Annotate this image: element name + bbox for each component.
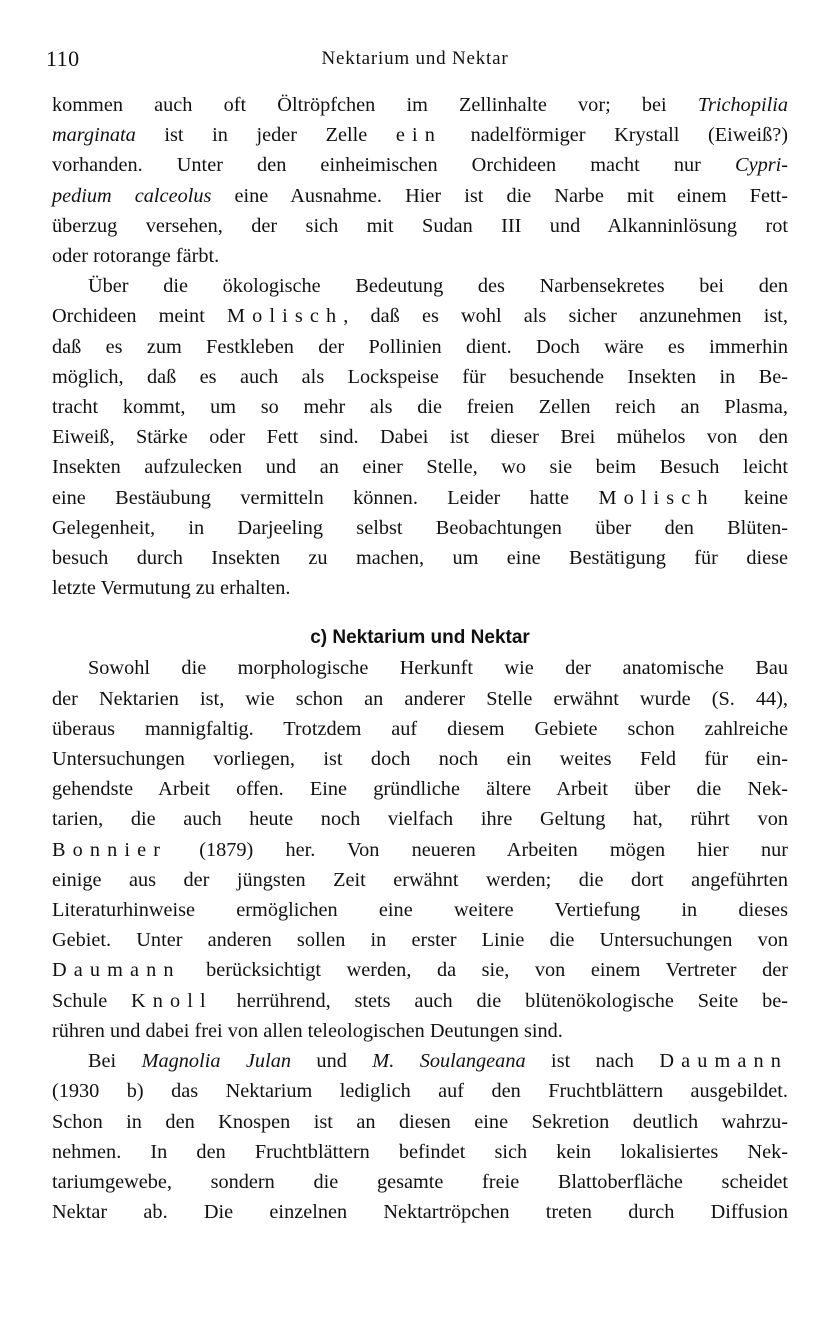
author-name: Bonnier	[52, 838, 168, 861]
text-line: Schon in den Knospen ist an diesen eine Sekretion deutlich wahrzu-	[52, 1110, 788, 1133]
text-line: (1930 b) das Nektarium lediglich auf den Fruchtblättern ausgebildet.	[52, 1080, 788, 1103]
text-line: Gelegenheit, in Darjeeling selbst Beobachtungen über den Blüten-	[52, 516, 788, 539]
text-line: marginata ist in jeder Zelle ein nadelförmiger Krystall (Eiweiß?)	[52, 124, 788, 147]
text-line: Untersuchungen vorliegen, ist doch noch ein weites Feld für ein-	[52, 748, 788, 771]
text-line: einige aus der jüngsten Zeit erwähnt werden; die dort angeführten	[52, 868, 788, 891]
text-line: nehmen. In den Fruchtblättern befindet sich kein lokalisiertes Nek-	[52, 1140, 788, 1163]
text-line: daß es zum Festkleben der Pollinien dient. Doch wäre es immerhin	[52, 335, 788, 358]
text-line: kommen auch oft Öltröpfchen im Zellinhalte vor; bei Trichopilia	[52, 94, 788, 116]
running-title: Nektarium und Nektar	[321, 48, 509, 69]
text-line: Sowohl die morphologische Herkunft wie der anatomische Bau	[88, 657, 788, 680]
text-line: Eiweiß, Stärke oder Fett sind. Dabei ist dieser Brei mühelos von den	[52, 426, 788, 449]
text-line: Schule Knoll herrührend, stets auch die blütenökologische Seite be-	[52, 989, 788, 1012]
paragraph-nektarien-intro	[52, 653, 788, 1046]
text-line: oder rotorange färbt.	[52, 245, 220, 268]
text-line: tracht kommt, um so mehr als die freien Zellen reich an Plasma,	[52, 396, 788, 419]
text-line: Bei Magnolia Julan und M. Soulangeana ist nach Daumann	[88, 1050, 788, 1073]
taxon-name: pedium calceolus	[52, 184, 212, 207]
paragraph-narbensekret	[52, 271, 788, 603]
page-header	[0, 40, 830, 80]
text-line: Daumann berücksichtigt werden, da sie, von einem Vertreter der	[52, 959, 788, 982]
page-body	[52, 90, 788, 1227]
text-line: Insekten aufzulecken und an einer Stelle, wo sie beim Besuch leicht	[52, 456, 788, 479]
text-line: Nektar ab. Die einzelnen Nektartröpchen treten durch Diffusion	[52, 1201, 788, 1224]
text-line: gehendste Arbeit offen. Eine gründliche ältere Arbeit über die Nek-	[52, 778, 788, 801]
text-line: der Nektarien ist, wie schon an anderer Stelle erwähnt wurde (S. 44),	[52, 687, 788, 710]
text-line: Literaturhinweise ermöglichen eine weitere Vertiefung in dieses	[52, 899, 788, 922]
text-line: letzte Vermutung zu erhalten.	[52, 577, 291, 600]
page-number: 110	[46, 46, 80, 71]
taxon-name: marginata	[52, 124, 136, 147]
text-line: überzug versehen, der sich mit Sudan III und Alkanninlösung rot	[52, 214, 788, 237]
text-line: Orchideen meint Molisch, daß es wohl als sicher anzunehmen ist,	[52, 305, 788, 328]
text-line: tariumgewebe, sondern die gesamte freie Blattoberfläche scheidet	[52, 1170, 788, 1193]
text-line: Bonnier (1879) her. Von neueren Arbeiten mögen hier nur	[52, 838, 788, 861]
author-name: Daumann	[52, 959, 181, 982]
taxon-name: M. Soulangeana	[372, 1050, 526, 1073]
author-name: Daumann	[659, 1050, 788, 1073]
text-line: pedium calceolus eine Ausnahme. Hier ist die Narbe mit einem Fett-	[52, 184, 788, 207]
text-line: Über die ökologische Bedeutung des Narbensekretes bei den	[88, 275, 788, 298]
text-line: überaus mannigfaltig. Trotzdem auf diesem Gebiete schon zahlreiche	[52, 717, 788, 740]
author-name: Knoll	[131, 989, 213, 1012]
text-line: besuch durch Insekten zu machen, um eine Bestätigung für diese	[52, 547, 788, 570]
paragraph-magnolia	[52, 1046, 788, 1227]
paragraph-orchid-cells	[52, 90, 788, 271]
text-line: möglich, daß es auch als Lockspeise für besuchende Insekten in Be-	[52, 365, 788, 388]
text-line: rühren und dabei frei von allen teleologischen Deutungen sind.	[52, 1019, 563, 1042]
text-line: eine Bestäubung vermitteln können. Leider hatte Molisch keine	[52, 486, 788, 509]
author-name: Molisch	[227, 305, 344, 328]
taxon-name: Cypri-	[735, 154, 788, 177]
author-name: Molisch	[598, 486, 715, 509]
spaced-emphasis: ein	[395, 124, 443, 147]
text-line: vorhanden. Unter den einheimischen Orchideen macht nur Cypri-	[52, 154, 788, 177]
text-line: Gebiet. Unter anderen sollen in erster Linie die Untersuchungen von	[52, 929, 788, 952]
text-line: tarien, die auch heute noch vielfach ihre Geltung hat, rührt von	[52, 808, 788, 831]
taxon-name: Trichopilia	[697, 94, 788, 116]
taxon-name: Magnolia Julan	[141, 1050, 291, 1073]
section-heading: c) Nektarium und Nektar	[310, 627, 530, 649]
